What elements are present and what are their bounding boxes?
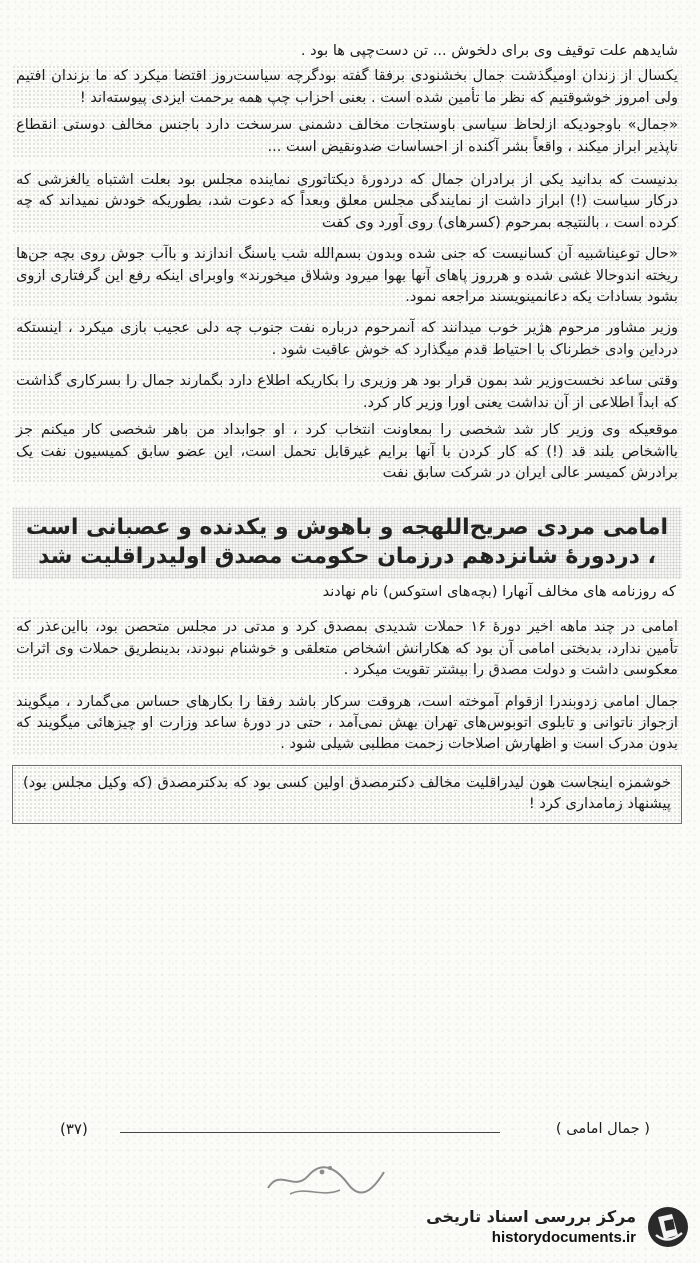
archive-title: مرکز بررسی اسناد تاریخی [426,1207,636,1226]
archive-watermark [390,1203,690,1255]
paragraph-intro: شایدهم علت توقیف وی برای دلخوش ... تن دست‌چپی ها بود . [300,42,678,59]
article-body [12,40,682,834]
paragraph-sixteenth-term: امامی در چند ماهه اخیر دورهٔ ۱۶ حملات شدیدی بمصدق کرد و مدتی در مجلس متحصن بود، بااین‌عذر که تأمین ندارد، بدبختی امامی آن بود که هکارانش اشخاص متعلقی و خوشنام نبودند، بدینطریق حملات وی اثرات معکوسی داشت و دولت مصدق را بیشتر تقویت میکرد . [12,616,682,680]
page-number: (۳۷) [60,1120,88,1138]
paragraph-saed: وقتی ساعد نخست‌وزیر شد بمون قرار بود هر وزیری را بکاریکه اطلاع دارد بگمارند جمال را بسرکاری گذاشت که ابداً اطلاعی از آن نداشت یعنی اورا وزیر کار کرد. [12,370,682,413]
paragraph-qavam: جمال امامی زدوبندرا ازقوام آموخته است، هروقت سرکار باشد رفقا را بکارهای حساس می‌گمارد ، میگویند ازجواز ناتوانی و تابلوی اتوبوس‌های تهران بهش نمی‌آمد ، حتی در دورهٔ ساعد وزارت او چیزهائی میگویند که بدون مدرک است و اظهارش اصلاحات زحمت مطلبی شیلی شود . [12,691,682,755]
signature: ( جمال امامی ) [555,1120,650,1137]
paragraph-deputy: موقعیکه وی وزیر کار شد شخصی را بمعاونت انتخاب کرد ، او جوابداد من باهر شخصی کار میکنم جز بااشخاص بلند قد (!) که کار کردن با آنها برایم غیرقابل تحمل است، این عضو سابق کمیسیون نفت یک برادرش کمیسر عالی ایران در شرکت سابق نفت [12,419,682,483]
stamp-mark [260,1158,390,1200]
paragraph-opposite-sex: «جمال» باوجودیکه ازلحاظ سیاسی باوستجات مخالف دشمنی سرسخت دارد باجنس مخالف دوستی انقطاع ناپذیر ابراز میکند ، واقعاً بشر آکنده از احساسات ضدونقیض است ... [12,114,682,157]
divider-rule [120,1132,500,1133]
headline-subline: که روزنامه های مخالف آنهارا (بچه‌های استوکس) نام نهادند [322,583,676,601]
paragraph-prison: یکسال از زندان اومیگذشت جمال بخشنودی برفقا گفته بودگرچه سیاست‌روز اقتضا میکرد که ما بزندان افتیم ولی امروز خوشوقتیم که نظر ما تأمین شده است . بعنی احزاب چپ همه برحمت ایزدی پیوسته‌اند ! [12,65,682,108]
paragraph-hazhir: وزیر مشاور مرحوم هژیر خوب میدانند که آنمرحوم درباره نفت جنوب چه دلی عجیب بازی میکرد ، اینستکه درداین وادی خطرناک با احتیاط قدم میگذارد که خوش عاقبت شود . [12,317,682,360]
archive-logo-icon [646,1205,690,1249]
paragraph-closing: خوشمزه اینجاست هون لیدراقلیت مخالف دکترمصدق اولین کسی بود که بدکترمصدق (که وکیل مجلس بود) پیشنهاد زمامداری کرد ! [12,765,682,824]
paragraph-jinn: «حال توعیناشبیه آن کسانیست که جنی شده وبدون بسم‌الله شب یاسنگ اندازند و باآب جوش روی بچه جن‌ها ریخته اندوحالا غشی شده و هرروز پاهای آنها بهوا میرود وشلاق میخورند» واوبرای اینکه رفع این گرفتاری ازوی بشود بسادات یکه دعانمینویسند مراجعه نمود. [12,243,682,307]
archive-url: historydocuments.ir [491,1229,636,1246]
signature-row [60,1120,660,1150]
section-headline: امامی مردی صریح‌اللهجه و باهوش و یکدنده و عصبانی است ، دردورهٔ شانزدهم درزمان حکومت مصدق اولیدراقلیت شد [12,507,682,579]
paragraph-brother: بدنیست که بدانید یکی از برادران جمال که دردورهٔ دیکتاتوری نماینده مجلس بود بعلت اشتباه یالغزشی که درکار سیاست (!) ابراز داشت از نمایندگی مجلس معلق وبعداً که دعوت شد، بطوریکه خودش نمیداند که چه کرده است ، بالنتیجه بمرحوم (کسرهای) روی آورد وی کفت [12,169,682,233]
